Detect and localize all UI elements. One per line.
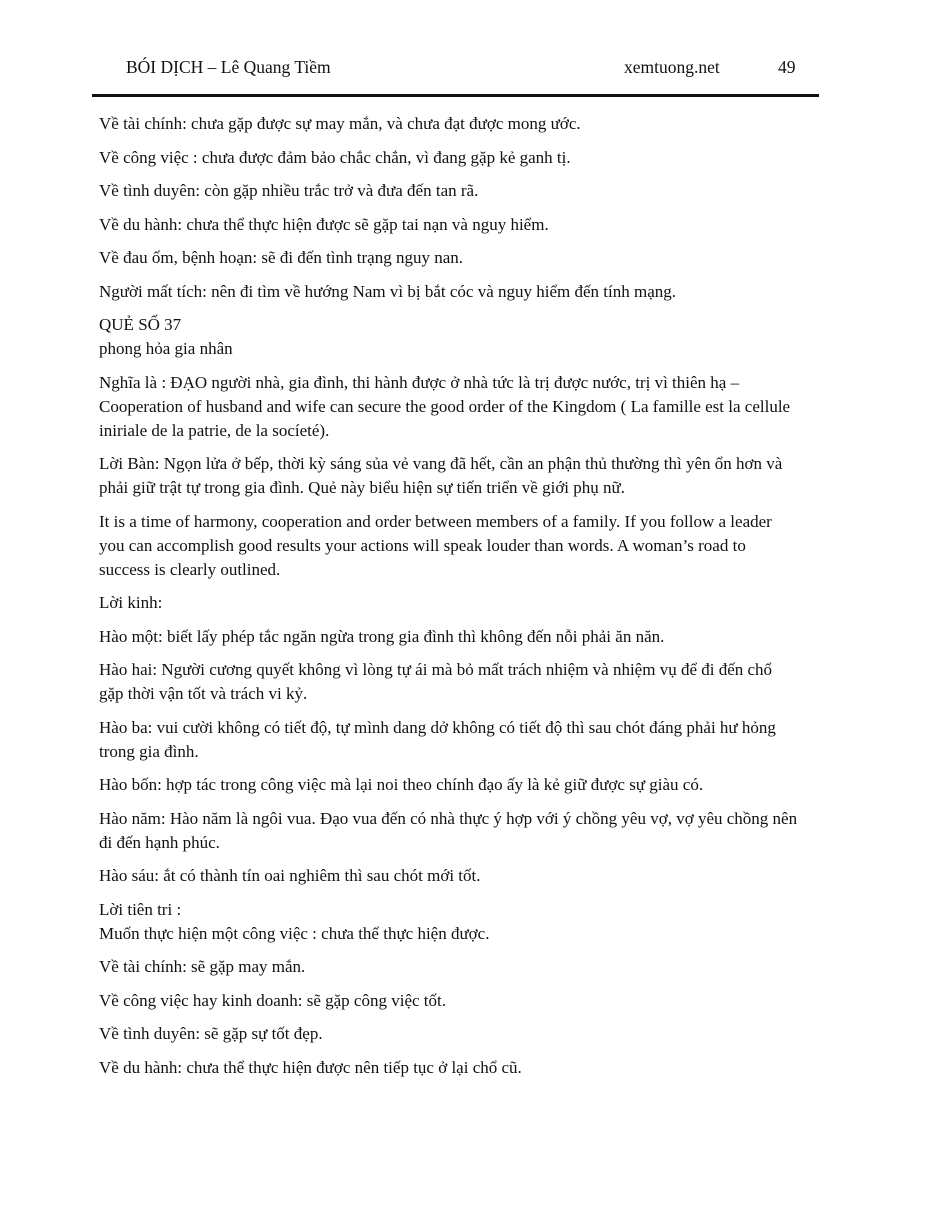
paragraph: Hào bốn: hợp tác trong công việc mà lại noi theo chính đạo ấy là kẻ giữ được sự giàu có. [99, 775, 704, 794]
header-divider [92, 94, 819, 97]
page-number: 49 [778, 57, 796, 77]
paragraph: Về tình duyên: sẽ gặp sự tốt đẹp. [99, 1024, 323, 1043]
paragraph: Muốn thực hiện một công việc : chưa thể thực hiện được. [99, 923, 490, 943]
paragraph: Về đau ốm, bệnh hoạn: sẽ đi đến tình trạng nguy nan. [99, 248, 464, 267]
paragraph: Hào sáu: ắt có thành tín oai nghiêm thì sau chót mới tốt. [99, 866, 481, 885]
paragraph: It is a time of harmony, cooperation and order between members of a family. If you follow a leader you can accomplish good results your actions will speak louder than words. A woman’s road to success is clearly outlined. [99, 511, 772, 579]
paragraph: Hào một: biết lấy phép tắc ngăn ngừa trong gia đình thì không đến nỗi phải ăn năn. [99, 626, 665, 646]
paragraph: Hào ba: vui cười không có tiết độ, tự mình dang dở không có tiết độ thì sau chót đáng phải hư hỏng trong gia đình. [99, 717, 776, 761]
paragraph: Về tài chính: sẽ gặp may mắn. [99, 957, 306, 976]
paragraph: Lời kinh: [99, 593, 163, 612]
paragraph: Về tình duyên: còn gặp nhiều trắc trở và đưa đến tan rã. [99, 181, 479, 200]
paragraph: Hào hai: Người cương quyết không vì lòng tự ái mà bỏ mất trách nhiệm và nhiệm vụ để đi đến chổ gặp thời vận tốt và trách vi kỷ. [99, 660, 773, 703]
paragraph: Lời Bàn: Ngọn lửa ở bếp, thời kỳ sáng sủa vẻ vang đã hết, cần an phận thủ thường thì yên ổn hơn và phải giữ trật tự trong gia đình. Quẻ này biểu hiện sự tiến triển về giới phụ nữ. [99, 454, 783, 497]
paragraph: Lời tiên tri : [99, 899, 182, 919]
page-header [126, 57, 806, 81]
paragraph: Người mất tích: nên đi tìm về hướng Nam vì bị bắt cóc và nguy hiểm đến tính mạng. [99, 281, 676, 301]
section-subtitle: phong hỏa gia nhân [99, 339, 233, 358]
paragraph: Về du hành: chưa thể thực hiện được sẽ gặp tai nạn và nguy hiểm. [99, 214, 549, 234]
paragraph: Về công việc hay kinh doanh: sẽ gặp công việc tốt. [99, 990, 446, 1010]
paragraph: Về tài chính: chưa gặp được sự may mắn, và chưa đạt được mong ước. [99, 114, 581, 133]
book-title: BÓI DỊCH – Lê Quang Tiềm [126, 57, 331, 77]
paragraph: Nghĩa là : ĐẠO người nhà, gia đình, thi hành được ở nhà tức là trị được nước, trị vì thiên hạ – Cooperation of husband and wife can secure the good order of the Kingdom ( La famille est la cellule iniriale de la patrie, de la socíeté). [99, 372, 791, 440]
paragraph: Về du hành: chưa thể thực hiện được nên tiếp tục ở lại chổ cũ. [99, 1057, 522, 1077]
website-name: xemtuong.net [624, 57, 720, 77]
paragraph: Hào năm: Hào năm là ngôi vua. Đạo vua đến có nhà thực ý hợp với ý chồng yêu vợ, vợ yêu chồng nên đi đến hạnh phúc. [99, 808, 798, 852]
page-body [99, 112, 799, 1089]
paragraph: Về công việc : chưa được đảm bảo chắc chắn, vì đang gặp kẻ ganh tị. [99, 147, 571, 167]
section-heading: QUẺ SỐ 37 [99, 315, 182, 334]
